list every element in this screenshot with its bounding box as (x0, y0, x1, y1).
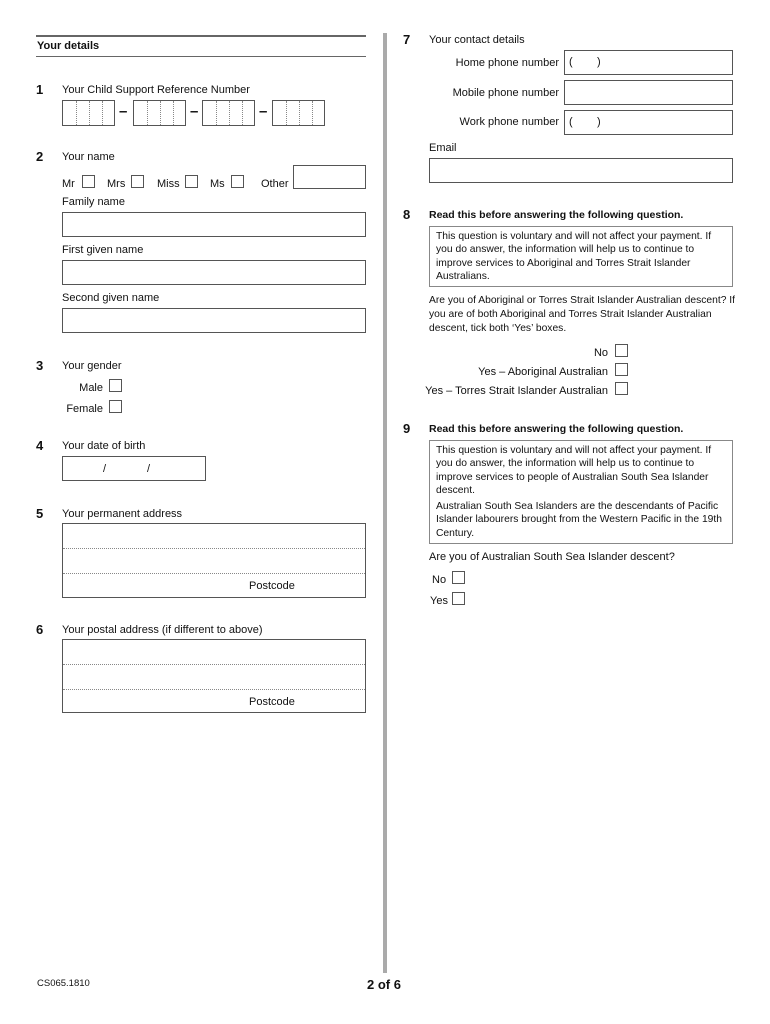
title-mrs-label: Mrs (107, 178, 126, 190)
q9-yes-label: Yes (430, 595, 448, 607)
q3-number: 3 (36, 358, 44, 373)
address-line-divider (63, 689, 365, 690)
title-other-label: Other (261, 178, 289, 190)
q9-yes-checkbox[interactable] (452, 592, 465, 605)
q5-label: Your permanent address (62, 508, 183, 520)
ref-segment-3[interactable] (202, 100, 255, 126)
title-ms-checkbox[interactable] (231, 175, 244, 188)
mobile-phone-label: Mobile phone number (452, 87, 559, 99)
title-miss-checkbox[interactable] (185, 175, 198, 188)
q6-label: Your postal address (if different to above) (62, 624, 263, 636)
q9-note-text-1: This question is voluntary and will not affect your payment. If you do answer, the information will help us to continue to improve services to people of Australian South Sea Islander descent. (436, 445, 712, 496)
home-area-close: ) (597, 56, 601, 68)
postal-postcode-label: Postcode (249, 696, 295, 708)
gender-female-checkbox[interactable] (109, 400, 122, 413)
ref-segment-2[interactable] (133, 100, 186, 126)
title-ms-label: Ms (210, 178, 225, 190)
q8-yes-aboriginal-label: Yes – Aboriginal Australian (478, 366, 608, 378)
page-number: 2 of 6 (367, 977, 401, 992)
q1-label: Your Child Support Reference Number (62, 84, 250, 96)
q9-heading: Read this before answering the following question. (429, 423, 684, 435)
address-line-divider (63, 664, 365, 665)
title-miss-label: Miss (157, 178, 180, 190)
q8-number: 8 (403, 207, 411, 222)
gender-female-label: Female (66, 403, 103, 415)
permanent-postcode-label: Postcode (249, 580, 295, 592)
q8-heading: Read this before answering the following question. (429, 209, 684, 221)
ref-separator-1: – (119, 103, 128, 120)
q9-no-checkbox[interactable] (452, 571, 465, 584)
first-given-input[interactable] (62, 260, 366, 285)
q9-no-label: No (432, 574, 447, 586)
email-label: Email (429, 142, 457, 154)
family-name-input[interactable] (62, 212, 366, 237)
dob-input[interactable] (62, 456, 206, 481)
second-given-label: Second given name (62, 292, 160, 304)
address-line-divider (63, 573, 365, 574)
title-other-input[interactable] (293, 165, 366, 189)
work-area-open: ( (569, 116, 573, 128)
email-input[interactable] (429, 158, 733, 183)
q9-note (429, 440, 733, 544)
q7-number: 7 (403, 32, 411, 47)
q3-label: Your gender (62, 360, 122, 372)
gender-male-checkbox[interactable] (109, 379, 122, 392)
q9-number: 9 (403, 421, 411, 436)
mobile-phone-input[interactable] (564, 80, 733, 105)
q8-question: Are you of Aboriginal or Torres Strait Islander Australian descent? If you are of both Aboriginal and Torres Strait Islander Australian descent, tick both ‘Yes’ boxes. (429, 295, 736, 334)
dob-slash-1: / (103, 463, 107, 475)
home-phone-input[interactable] (564, 50, 733, 75)
title-mrs-checkbox[interactable] (131, 175, 144, 188)
work-area-close: ) (597, 116, 601, 128)
q2-number: 2 (36, 149, 44, 164)
q7-label: Your contact details (429, 34, 525, 46)
q8-no-checkbox[interactable] (615, 344, 628, 357)
ref-separator-2: – (190, 103, 199, 120)
column-divider (383, 33, 387, 973)
work-phone-input[interactable] (564, 110, 733, 135)
home-area-open: ( (569, 56, 573, 68)
postal-address-input[interactable] (62, 639, 366, 713)
q4-label: Your date of birth (62, 440, 146, 452)
q6-number: 6 (36, 622, 44, 637)
home-phone-label: Home phone number (455, 57, 559, 69)
q8-note-text: This question is voluntary and will not affect your payment. If you do answer, the information will help us to continue to improve services to Aboriginal and Torres Strait Islander Australians. (436, 231, 712, 282)
section-rule-top (36, 35, 366, 37)
q8-note (429, 226, 733, 287)
q8-yes-aboriginal-checkbox[interactable] (615, 363, 628, 376)
title-mr-checkbox[interactable] (82, 175, 95, 188)
q9-question: Are you of Australian South Sea Islander descent? (429, 551, 675, 563)
section-header: Your details (37, 40, 100, 52)
q8-yes-tsi-label: Yes – Torres Strait Islander Australian (425, 385, 608, 397)
title-mr-label: Mr (62, 178, 75, 190)
ref-segment-1[interactable] (62, 100, 115, 126)
section-rule-bottom (36, 56, 366, 57)
second-given-input[interactable] (62, 308, 366, 333)
ref-segment-4[interactable] (272, 100, 325, 126)
gender-male-label: Male (79, 382, 103, 394)
q5-number: 5 (36, 506, 44, 521)
address-line-divider (63, 548, 365, 549)
family-name-label: Family name (62, 196, 125, 208)
first-given-label: First given name (62, 244, 144, 256)
dob-slash-2: / (147, 463, 151, 475)
q4-number: 4 (36, 438, 44, 453)
q2-label: Your name (62, 151, 115, 163)
work-phone-label: Work phone number (459, 116, 559, 128)
ref-separator-3: – (259, 103, 268, 120)
q1-number: 1 (36, 82, 44, 97)
q8-yes-tsi-checkbox[interactable] (615, 382, 628, 395)
permanent-address-input[interactable] (62, 523, 366, 598)
q8-no-label: No (593, 347, 608, 359)
form-code: CS065.1810 (37, 978, 90, 989)
q9-note-text-2: Australian South Sea Islanders are the descendants of Pacific Islander labourers brought from the Western Pacific in the 19th Century. (436, 501, 722, 539)
